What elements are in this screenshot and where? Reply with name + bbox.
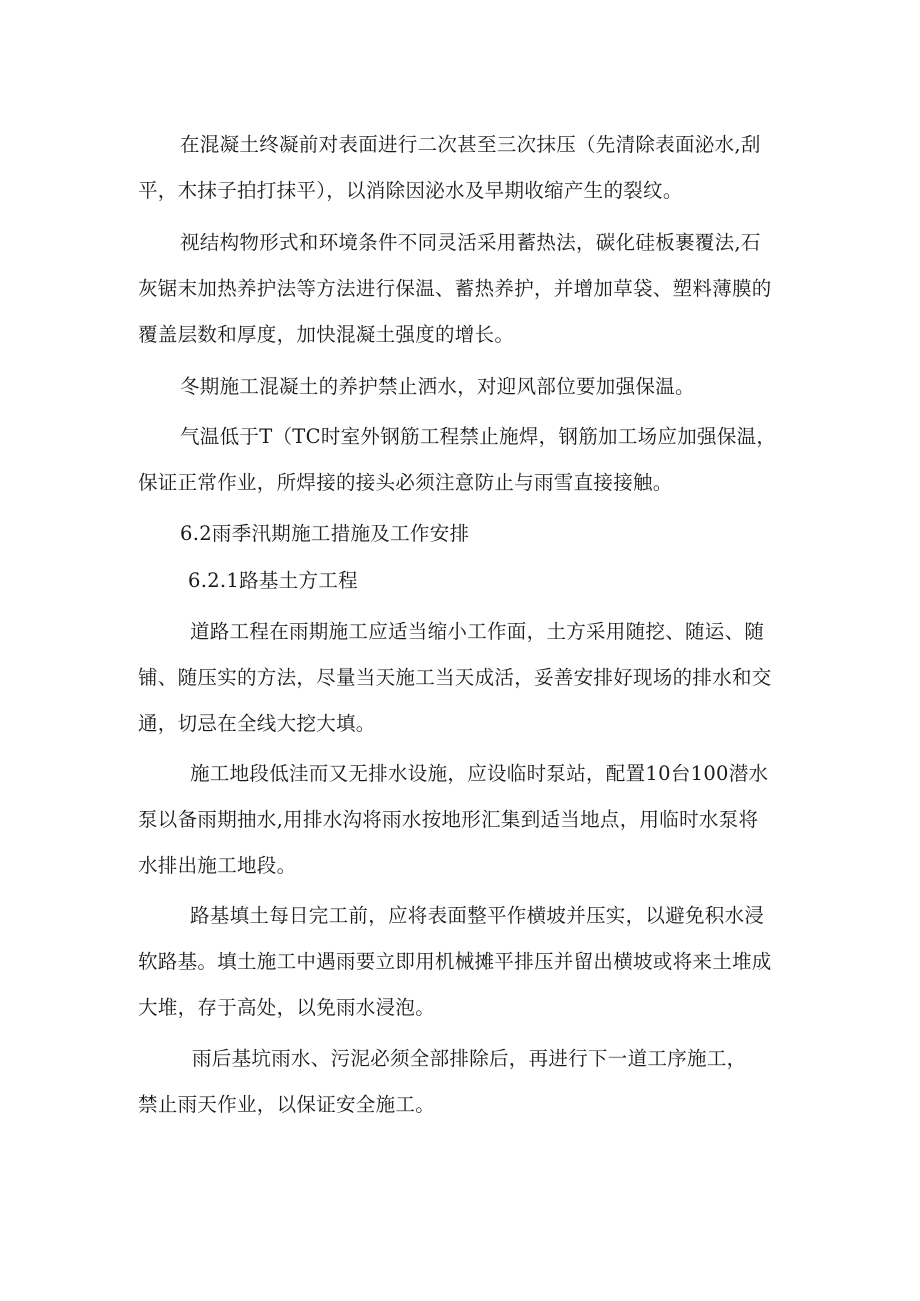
paragraph-line: 在混凝土终凝前对表面进行二次甚至三次抹压（先清除表面泌水,刮 [180, 133, 761, 156]
paragraph-line: 施工地段低洼而又无排水设施，应设临时泵站，配置10台100潜水 [190, 762, 769, 785]
paragraph-after-rain [138, 1036, 788, 1128]
paragraph-line: 雨后基坑雨水、污泥必须全部排除后，再进行下一道工序施工， [192, 1047, 747, 1070]
paragraph-fill-compaction [138, 893, 788, 1031]
section-heading: 6.2雨季汛期施工措施及工作安排 [180, 522, 470, 545]
subsection-heading: 6.2.1路基土方工程 [188, 569, 358, 592]
paragraph-line: 保证正常作业，所焊接的接头必须注意防止与雨雪直接接触。 [138, 471, 673, 494]
paragraph-welding-restriction [138, 414, 788, 506]
paragraph-insulation-methods [138, 220, 788, 358]
paragraph-pump-station [138, 751, 788, 889]
paragraph-no-watering [138, 364, 788, 410]
paragraph-line: 泵以备雨期抽水,用排水沟将雨水按地形汇集到适当地点，用临时水泵将 [138, 808, 759, 831]
paragraph-line: 路基填土每日完工前，应将表面整平作横坡并压实，以避免积水浸 [190, 904, 765, 927]
paragraph-line: 软路基。填土施工中遇雨要立即用机械摊平排压并留出横坡或将来土堆成 [138, 950, 772, 973]
paragraph-line: 铺、随压实的方法，尽量当天施工当天成活，妥善安排好现场的排水和交 [138, 666, 772, 689]
paragraph-line: 灰锯末加热养护法等方法进行保温、蓄热养护，并增加草袋、塑料薄膜的 [138, 277, 772, 300]
paragraph-line: 禁止雨天作业，以保证安全施工。 [138, 1093, 436, 1116]
paragraph-line: 覆盖层数和厚度，加快混凝土强度的增长。 [138, 323, 515, 346]
paragraph-line: 视结构物形式和环境条件不同灵活采用蓄热法，碳化硅板裹覆法,石 [180, 231, 761, 254]
paragraph-line: 水排出施工地段。 [138, 854, 297, 877]
paragraph-line: 冬期施工混凝土的养护禁止洒水，对迎风部位要加强保温。 [180, 375, 695, 398]
paragraph-line: 道路工程在雨期施工应适当缩小工作面，土方采用随挖、随运、随 [190, 620, 765, 643]
paragraph-line: 平，木抹子拍打抹平），以消除因泌水及早期收缩产生的裂纹。 [138, 179, 683, 202]
paragraph-line: 气温低于T（TC时室外钢筋工程禁止施焊，钢筋加工场应加强保温， [180, 425, 777, 448]
paragraph-road-rainy-season [138, 609, 788, 747]
paragraph-line: 通，切忌在全线大挖大填。 [138, 712, 376, 735]
paragraph-final-set-troweling [138, 122, 788, 214]
paragraph-line: 大堆，存于高处，以免雨水浸泡。 [138, 996, 436, 1019]
